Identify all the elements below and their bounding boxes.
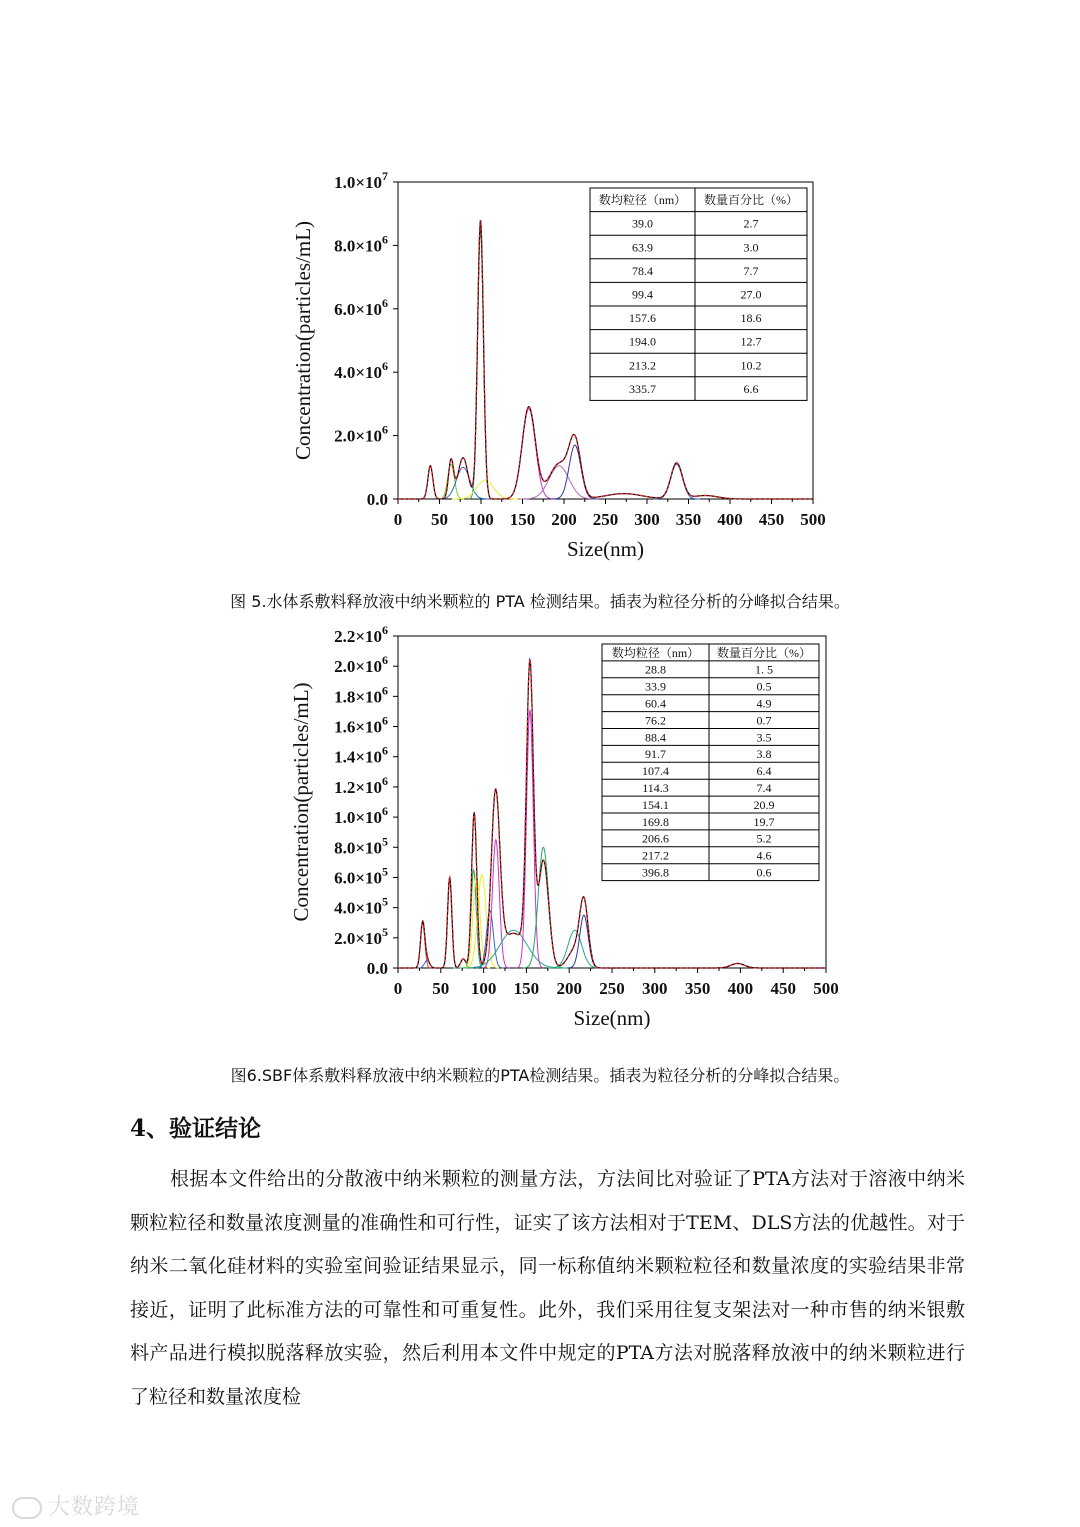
inset-table-cell: 396.8 [642,865,669,880]
inset-table-cell: 3.5 [756,730,772,745]
fit-component-6 [502,409,555,499]
inset-table-cell: 39.0 [632,216,653,231]
inset-table-cell: 20.9 [753,797,775,812]
y-tick-label: $2.0\times 10^6$ [334,653,388,677]
x-tick-label: 100 [468,510,494,529]
inset-table-cell: 217.2 [642,848,669,863]
y-tick-label: $2.0\times 10^6$ [334,422,388,446]
y-tick-exponent: 7 [382,169,388,183]
inset-table-cell: 60.4 [645,696,666,711]
fit-component-8 [552,445,599,499]
y-tick-exponent: 6 [382,232,388,247]
y-tick-label: 0.0 [366,490,388,509]
inset-table-cell: 157.6 [629,311,656,326]
inset-table-cell: 28.8 [645,662,666,677]
y-axis-label: Concentration(particles/mL) [289,682,313,922]
figure-5-caption: 图 5.水体系敷料释放液中纳米颗粒的 PTA 检测结果。插表为粒径分析的分峰拟合结果。 [230,592,850,611]
y-tick-exponent: 6 [382,623,388,637]
inset-table-border [590,188,807,400]
watermark [12,1490,140,1521]
y-tick-label: $4.0\times 10^5$ [334,894,388,918]
fit-component-9 [653,464,700,499]
inset-table-cell: 76.2 [645,713,666,728]
x-tick-label: 0 [393,979,403,998]
y-tick-exponent: 5 [382,894,388,909]
x-tick-label: 400 [717,510,743,529]
y-tick-label: $1.6\times 10^6$ [334,713,388,737]
y-tick-label: $4.0\times 10^6$ [334,359,388,383]
y-tick-exponent: 6 [382,743,388,758]
fit-component-7 [519,466,599,499]
inset-table-cell: 78.4 [632,263,653,278]
inset-table-cell: 3.0 [743,240,759,255]
y-tick-exponent: 5 [382,924,388,939]
inset-table [590,188,807,400]
x-tick-label: 450 [758,510,785,529]
inset-table-cell: 213.2 [629,358,656,373]
inset-table-header: 数均粒径（nm） [598,193,687,208]
y-tick-exponent: 6 [382,359,388,374]
y-tick-label: $2.2\times 10^6$ [334,623,388,646]
inset-table-header: 数量百分比（%） [704,193,798,208]
x-tick-label: 500 [800,510,826,529]
y-tick-exponent: 6 [382,295,388,310]
x-axis-label: Size(nm) [573,1006,651,1030]
x-tick-label: 450 [770,979,796,998]
fit-component-1 [420,466,440,499]
x-axis-label: Size(nm) [567,537,644,561]
inset-table-cell: 5.2 [756,831,772,846]
inset-table-cell: 18.6 [740,311,762,326]
x-tick-label: 300 [634,510,660,529]
watermark-logo-icon [12,1497,42,1519]
section-heading: 4、验证结论 [130,1115,262,1142]
inset-table-cell: 1. 5 [755,662,773,677]
inset-table-cell: 0.6 [756,865,772,880]
inset-table-cell: 194.0 [629,334,656,349]
y-tick-exponent: 5 [382,864,388,879]
x-tick-label: 350 [675,510,702,529]
y-tick-label: $1.0\times 10^7$ [334,169,388,192]
conclusion-paragraph: 根据本文件给出的分散液中纳米颗粒的测量方法，方法间比对验证了PTA方法对于溶液中纳米颗粒粒径和数量浓度测量的准确性和可行性，证实了该方法相对于TEM、DLS方法的优越性。对于纳米二氧化硅材料的实验室间验证结果显示，同一标称值纳米颗粒粒径和数量浓度的实验结果非常接近，证明了此标准方法的可靠性和可重复性。此外，我们采用往复支架法对一种市售的纳米银敷料产品进行模拟脱落释放实验，然后利用本文件中规定的PTA方法对脱落释放液中的纳米颗粒进行了粒径和数量浓度检 [130,1168,965,1408]
inset-table-cell: 7.4 [756,780,772,795]
y-tick-exponent: 6 [382,422,388,437]
fit-component-12 [523,847,564,968]
y-tick-exponent: 6 [382,804,388,819]
y-tick-label: $1.0\times 10^6$ [334,804,388,828]
figure-5-chart [0,160,1080,580]
fit-component-4 [469,230,492,499]
x-tick-label: 300 [642,979,668,998]
y-tick-label: $6.0\times 10^5$ [334,864,388,888]
figure-6-chart [0,620,1080,1050]
inset-table-cell: 10.2 [740,358,762,373]
inset-table-cell: 27.0 [740,287,762,302]
x-tick-label: 200 [551,510,577,529]
x-tick-label: 50 [432,979,450,998]
inset-table-cell: 63.9 [632,240,653,255]
inset-table-header: 数量百分比（%） [717,645,811,660]
inset-table-cell: 4.9 [756,696,772,711]
inset-table-cell: 0.7 [756,713,772,728]
inset-table-cell: 6.4 [756,764,772,779]
x-tick-label: 100 [470,979,497,998]
y-tick-exponent: 5 [382,834,388,849]
x-tick-label: 400 [727,979,754,998]
y-tick-exponent: 6 [382,653,388,668]
y-tick-label: $6.0\times 10^6$ [334,295,388,319]
inset-table-cell: 19.7 [753,814,775,829]
y-tick-exponent: 6 [382,773,388,788]
y-tick-label: $1.8\times 10^6$ [334,683,388,707]
y-tick-exponent: 6 [382,713,388,728]
y-tick-label: $8.0\times 10^5$ [334,834,388,858]
inset-table-cell: 6.6 [743,381,759,396]
y-axis-label: Concentration(particles/mL) [291,220,315,461]
y-tick-exponent: 6 [382,683,388,698]
inset-table-cell: 2.7 [743,216,759,231]
y-tick-label: $2.0\times 10^5$ [334,924,388,948]
y-tick-label: $8.0\times 10^6$ [334,232,388,256]
inset-table-cell: 107.4 [642,764,669,779]
x-tick-label: 500 [813,979,839,998]
x-tick-label: 250 [592,510,619,529]
x-tick-label: 150 [509,510,536,529]
inset-table-cell: 4.6 [756,848,772,863]
inset-table-header: 数均粒径（nm） [611,645,700,660]
x-tick-label: 200 [556,979,582,998]
inset-table-cell: 7.7 [743,263,759,278]
y-tick-label: 0.0 [366,959,388,978]
inset-table-cell: 114.3 [642,780,669,795]
x-tick-label: 350 [684,979,711,998]
inset-table-cell: 33.9 [645,679,666,694]
inset-table-cell: 154.1 [642,797,669,812]
watermark-text: 大数跨境 [48,1495,141,1520]
inset-table-cell: 88.4 [645,730,666,745]
x-tick-label: 150 [513,979,540,998]
inset-table [602,644,819,881]
inset-table-cell: 91.7 [645,747,666,762]
inset-table-cell: 99.4 [632,287,653,302]
inset-table-cell: 12.7 [740,334,762,349]
x-tick-label: 0 [393,510,403,529]
x-tick-label: 50 [431,510,448,529]
y-tick-label: $1.4\times 10^6$ [334,743,388,767]
inset-table-cell: 169.8 [642,814,669,829]
fit-component-5 [452,480,519,499]
x-tick-label: 250 [599,979,625,998]
figure-6-caption: 图6.SBF体系敷料释放液中纳米颗粒的PTA检测结果。插表为粒径分析的分峰拟合结果。 [230,1066,850,1085]
inset-table-cell: 0.5 [756,679,772,694]
inset-table-cell: 3.8 [756,747,772,762]
fit-component-14 [567,915,601,968]
y-tick-label: $1.2\times 10^6$ [334,773,388,797]
inset-table-cell: 335.7 [629,381,656,396]
fit-component-3 [441,878,458,969]
inset-table-cell: 206.6 [642,831,669,846]
